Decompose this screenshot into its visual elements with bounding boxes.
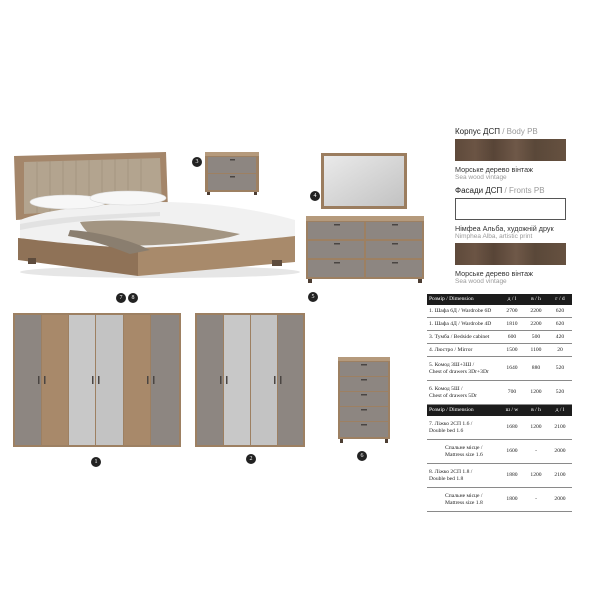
cell: 2100 xyxy=(548,416,572,440)
row-label: 3. Тумба / Bedside cabinet xyxy=(427,331,500,344)
cell: 2700 xyxy=(500,305,524,318)
cell: 2200 xyxy=(524,305,548,318)
row-label: Спальне місце / Mattress size 1.6 xyxy=(427,440,500,464)
cell: 520 xyxy=(548,357,572,381)
table-row xyxy=(427,488,572,512)
mirror-image xyxy=(320,152,408,210)
body-material-caption: Морське дерево вінтаж xyxy=(455,165,533,174)
header-height: в / h xyxy=(524,405,548,417)
body-material-title: Корпус ДСП / Body PB xyxy=(455,127,538,136)
header-depth: г / d xyxy=(548,294,572,305)
table-row xyxy=(427,318,572,331)
fronts-wood-caption-en: Sea wood vintage xyxy=(455,278,507,285)
cell: 2200 xyxy=(524,318,548,331)
marker-bed-8: 8 xyxy=(128,293,138,303)
fronts-white-caption: Німфеа Альба, художній друк xyxy=(455,224,554,233)
cell: 1600 xyxy=(500,440,524,464)
fronts-material-title: Фасади ДСП / Fronts PB xyxy=(455,186,545,195)
row-label: 5. Комод 3Ш+3Ш / Chest of drawers 3Dr+3Dr xyxy=(427,357,500,381)
cell: 420 xyxy=(548,331,572,344)
table-row xyxy=(427,331,572,344)
body-wood-swatch xyxy=(455,139,566,161)
table-row xyxy=(427,416,572,440)
table-row xyxy=(427,381,572,405)
cell: 20 xyxy=(548,344,572,357)
table-row xyxy=(427,440,572,464)
fronts-wood-caption: Морське дерево вінтаж xyxy=(455,269,533,278)
fronts-white-caption-en: Nimphea Alba, artistic print xyxy=(455,233,533,240)
wardrobe-6d-image xyxy=(12,312,182,450)
marker-chest-5dr: 6 xyxy=(357,451,367,461)
cell: 1200 xyxy=(524,464,548,488)
cell: 1810 xyxy=(500,318,524,331)
chest-5dr-image xyxy=(336,355,392,447)
marker-bedside: 3 xyxy=(192,157,202,167)
marker-wardrobe-6d: 1 xyxy=(91,457,101,467)
cell: 1500 xyxy=(500,344,524,357)
table-row xyxy=(427,305,572,318)
table-header-row-2 xyxy=(427,405,572,417)
dimensions-table xyxy=(427,294,572,512)
table-row xyxy=(427,344,572,357)
cell: - xyxy=(524,440,548,464)
cell: 600 xyxy=(500,331,524,344)
marker-bed-7: 7 xyxy=(116,293,126,303)
cell: 620 xyxy=(548,305,572,318)
cell: 2000 xyxy=(548,488,572,512)
header-length: д / l xyxy=(548,405,572,417)
marker-mirror: 4 xyxy=(310,191,320,201)
row-label: 8. Ліжко 2СП 1.8 / Double bed 1.8 xyxy=(427,464,500,488)
cell: 1880 xyxy=(500,464,524,488)
row-label: 1. Шафа 4Д / Wardrobe 4D xyxy=(427,318,500,331)
header-length: д / l xyxy=(500,294,524,305)
table-row xyxy=(427,464,572,488)
cell: 2000 xyxy=(548,440,572,464)
cell: 880 xyxy=(524,357,548,381)
row-label: 4. Люстро / Mirror xyxy=(427,344,500,357)
cell: 620 xyxy=(548,318,572,331)
table-header-row xyxy=(427,294,572,305)
row-label: Спальне місце / Mattress size 1.8 xyxy=(427,488,500,512)
header-height: в / h xyxy=(524,294,548,305)
table-row xyxy=(427,357,572,381)
bedside-cabinet-image xyxy=(203,150,263,196)
cell: 1200 xyxy=(524,381,548,405)
cell: 1800 xyxy=(500,488,524,512)
row-label: 1. Шафа 6Д / Wardrobe 6D xyxy=(427,305,500,318)
wardrobe-4d-image xyxy=(194,312,306,450)
row-label: 6. Комод 5Ш / Chest of drawers 5Dr xyxy=(427,381,500,405)
marker-wardrobe-4d: 2 xyxy=(246,454,256,464)
cell: 2100 xyxy=(548,464,572,488)
cell: 500 xyxy=(524,331,548,344)
header-dimension: Розмір / Dimension xyxy=(427,294,500,305)
dresser-image xyxy=(304,214,426,288)
cell: 1680 xyxy=(500,416,524,440)
fronts-wood-swatch xyxy=(455,243,566,265)
cell: 1640 xyxy=(500,357,524,381)
body-material-caption-en: Sea wood vintage xyxy=(455,174,507,181)
fronts-white-swatch xyxy=(455,198,566,220)
cell: 1100 xyxy=(524,344,548,357)
cell: 520 xyxy=(548,381,572,405)
row-label: 7. Ліжко 2СП 1.6 / Double bed 1.6 xyxy=(427,416,500,440)
cell: 700 xyxy=(500,381,524,405)
cell: - xyxy=(524,488,548,512)
marker-dresser: 5 xyxy=(308,292,318,302)
header-dimension: Розмір / Dimension xyxy=(427,405,500,417)
header-width: ш / w xyxy=(500,405,524,417)
cell: 1200 xyxy=(524,416,548,440)
